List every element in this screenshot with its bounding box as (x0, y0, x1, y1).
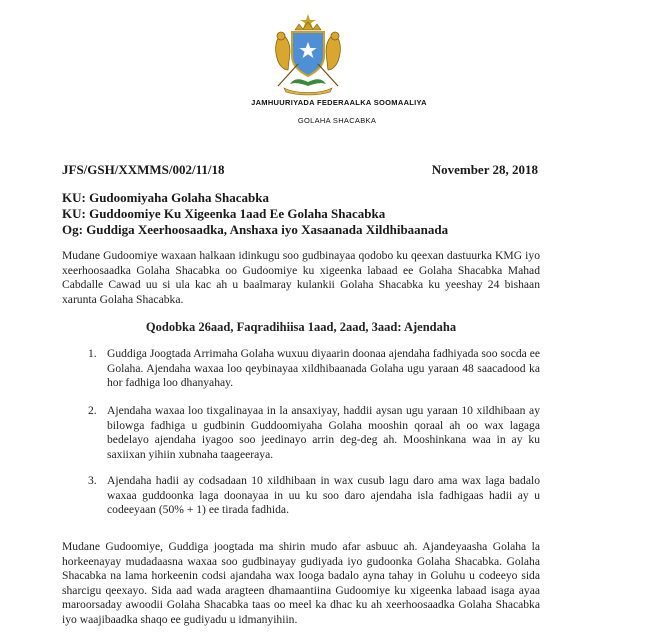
reference-line (62, 162, 538, 178)
letter-date: November 28, 2018 (431, 162, 538, 177)
recipient-line-1: KU: Gudoomiyaha Golaha Shacabka (62, 190, 269, 205)
section-title: Qodobka 26aad, Faqradihiisa 1aad, 2aad, 3aad: Ajendaha (145, 320, 457, 334)
cc-line: Og: Guddiga Xeerhoosaadka, Anshaxa iyo Xasaanada Xildhibaanada (62, 222, 449, 237)
recipient-line-2: KU: Guddoomiye Ku Xigeenka 1aad Ee Golaha Shacabka (62, 206, 386, 221)
list-item-number: 1. (88, 347, 97, 360)
house-title: GOLAHA SHACABKA (297, 116, 377, 125)
list-item-text: Ajendaha hadii ay codsadaan 10 xildhibaan in wax cusub lagu daro ama wax laga badalo waxaa guddoonka laga doonayaa in uu ku soo daro ajendaha isla fadhigaas hadii ay u codeeyaan (50% + 1) ee tirada fadhida. (107, 474, 540, 516)
somalia-coat-of-arms-icon (268, 12, 348, 96)
intro-paragraph: Mudane Gudoomiye waxaan halkaan idinkugu soo gudbinayaa qodobo ku qeexan dastuurka KMG iyo xeerhoosaadka Golaha Shacabka oo Gudoomiye ku xigeenka labaad ee Golaha Shacabka Mahad Cabdalle Cawad uu si ula kac ah u baalmaray kulankii Golaha Shacabka ku yeeshay 24 bishaan xarunta Golaha Shacabka. (62, 249, 540, 306)
closing-paragraph: Mudane Gudoomiye, Guddiga joogtada ma shirin mudo afar asbuuc ah. Ajandeyaasha Golaha la horkeenayay mudadaasna waxaa soo gudbinayay gudiyada iyo gudoonka Golaha Shacabka. Golaha Shacabka na lama horkeenin codsi ajandaha wax looga badalo ayna tahay in Goluhu u codeeyo sida sharcigu qeexayo. Sida aad wada aragteen dhamaantiina Gudoomiye ku xigeenka labaad isaga ayaa maroorsaday awoodii Golaha Shacabka taas oo meel ka dhac ku ah xeerhoosaadka Golaha Shacabka iyo waajibaadka shaqo ee gudiyadu u idmanyihiin. (62, 540, 540, 626)
list-item-number: 3. (88, 474, 97, 487)
list-item-text: Guddiga Joogtada Arrimaha Golaha wuxuu diyaarin doonaa ajendaha fadhiyada soo socda ee Golaha. Ajendaha waxaa loo qeybinayaa xildhibaanada Golaha ugu yaraan 48 saacadood ka hor fadhiga loo dhanyahay. (107, 347, 541, 389)
list-item-text: Ajendaha waxaa loo tixgalinayaa in la ansaxiyay, haddii aysan ugu yaraan 10 xildhibaan ay bilowga fadhiga u gudbinin Guddoomiyaha Golaha mooshin qoraal ah oo wax lagaga bedelayo ajendaha iyagoo soo jeedinayo arrin deg-deg ah. Mooshinkana waa in ay ku saxiixan yihiin xubnaha taageeraya. (107, 404, 540, 461)
reference-number: JFS/GSH/XXMMS/002/11/18 (62, 162, 225, 177)
republic-title: JAMHUURIYADA FEDERAALKA SOOMAALIYA (251, 98, 427, 107)
list-item-number: 2. (88, 404, 97, 417)
